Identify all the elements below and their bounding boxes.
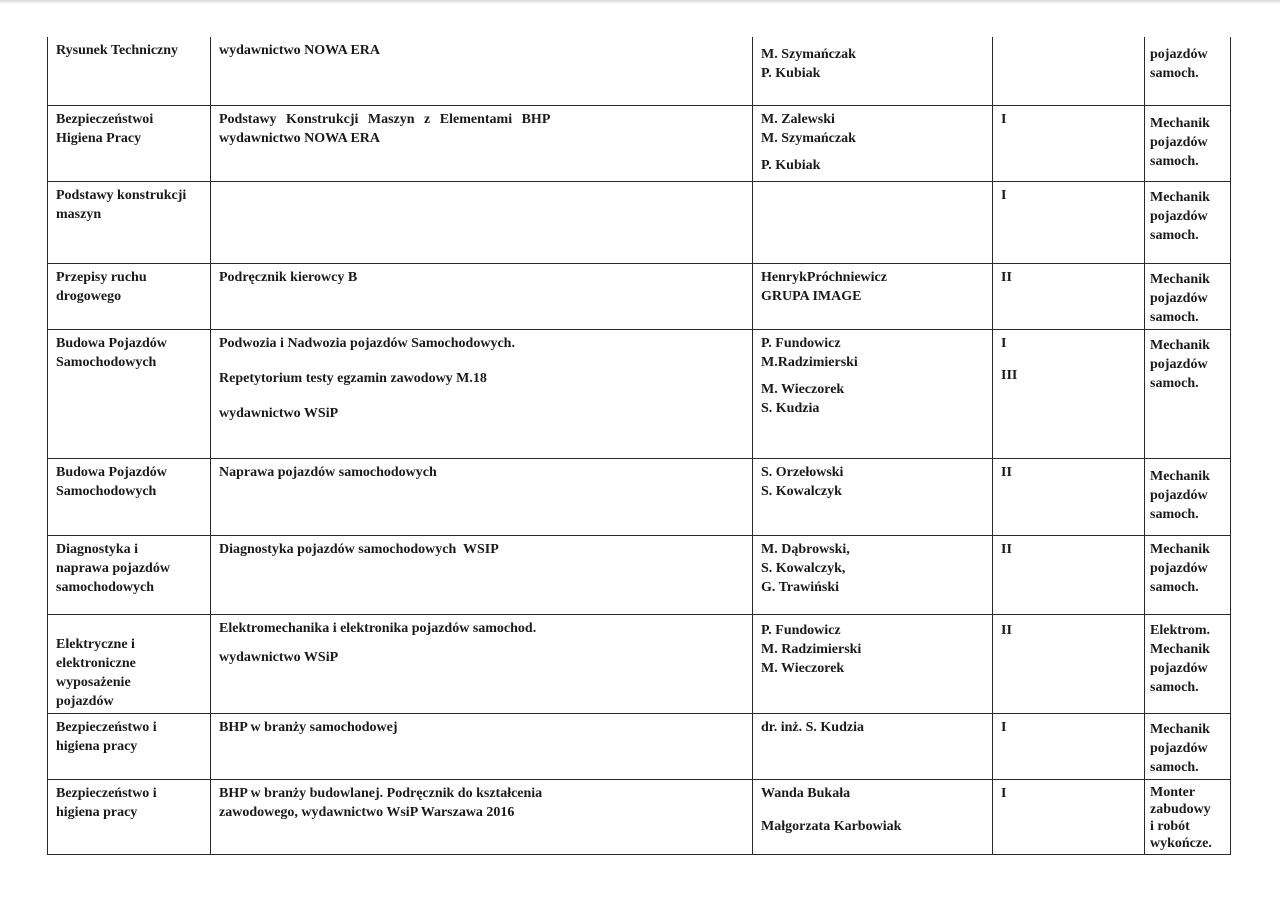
book-line: Podstawy Konstrukcji Maszyn z Elementami BHP xyxy=(219,111,551,127)
authors-cell xyxy=(753,329,993,458)
author-line: S. Kudzia xyxy=(761,400,820,416)
profession-line: samoch. xyxy=(1150,153,1199,169)
profession-line: pojazdów xyxy=(1150,134,1208,150)
book-line: wydawnictwo NOWA ERA xyxy=(219,130,381,146)
subject-line: higiena pracy xyxy=(56,738,138,754)
profession-cell xyxy=(1145,181,1231,263)
subject-line: drogowego xyxy=(56,288,122,304)
book-line: wydawnictwo WSiP xyxy=(219,405,339,421)
profession-line: Elektrom. xyxy=(1150,622,1211,638)
class-cell xyxy=(993,458,1145,535)
book-line: zawodowego, wydawnictwo WsiP Warszawa 2016 xyxy=(219,804,515,820)
subject-cell xyxy=(48,37,211,105)
profession-line: samoch. xyxy=(1150,66,1199,81)
profession-cell xyxy=(1145,535,1231,614)
author-line: GRUPA IMAGE xyxy=(761,288,862,304)
author-line: P. Kubiak xyxy=(761,157,821,173)
textbook-list-table xyxy=(47,37,1231,855)
class-line: I xyxy=(1001,187,1007,203)
subject-line: Bezpieczeństwo i xyxy=(56,719,157,735)
subject-cell xyxy=(48,105,211,181)
class-line: II xyxy=(1001,464,1012,480)
author-line: M. Wieczorek xyxy=(761,381,845,397)
subject-line: Bezpieczeństwo i xyxy=(56,785,157,801)
table-row xyxy=(48,329,1231,458)
book-line: wydawnictwo NOWA ERA xyxy=(219,43,381,58)
table-row xyxy=(48,105,1231,181)
class-line: I xyxy=(1001,335,1007,351)
book-cell xyxy=(211,329,753,458)
page-top-edge xyxy=(0,0,1280,4)
class-line: II xyxy=(1001,541,1012,557)
profession-line: pojazdów xyxy=(1150,290,1208,306)
profession-line: pojazdów xyxy=(1150,560,1208,576)
class-line: I xyxy=(1001,719,1007,735)
subject-line: maszyn xyxy=(56,206,102,222)
book-line: Naprawa pojazdów samochodowych xyxy=(219,464,437,480)
authors-cell xyxy=(753,779,993,854)
book-line: BHP w branży samochodowej xyxy=(219,719,398,735)
class-cell xyxy=(993,105,1145,181)
class-cell xyxy=(993,614,1145,713)
subject-line: naprawa pojazdów xyxy=(56,560,170,576)
author-line: Małgorzata Karbowiak xyxy=(761,818,902,834)
subject-line: higiena pracy xyxy=(56,804,138,820)
author-line: P. Fundowicz xyxy=(761,622,841,638)
subject-line: samochodowych xyxy=(56,579,155,595)
author-line: M. Zalewski xyxy=(761,111,835,127)
author-line: M. Wieczorek xyxy=(761,660,845,676)
profession-line: samoch. xyxy=(1150,227,1199,243)
profession-cell xyxy=(1145,105,1231,181)
profession-line: Mechanik xyxy=(1150,189,1210,205)
profession-line: samoch. xyxy=(1150,759,1199,775)
table-row xyxy=(48,37,1231,105)
profession-line: zabudowy xyxy=(1150,801,1211,817)
table-row xyxy=(48,713,1231,779)
class-line: II xyxy=(1001,269,1012,285)
book-cell xyxy=(211,181,753,263)
profession-line: pojazdów xyxy=(1150,660,1208,676)
profession-cell xyxy=(1145,37,1231,105)
class-line: I xyxy=(1001,111,1007,127)
profession-line: samoch. xyxy=(1150,679,1199,695)
book-cell xyxy=(211,614,753,713)
author-line: M. Radzimierski xyxy=(761,641,862,657)
subject-cell xyxy=(48,779,211,854)
subject-line: Diagnostyka i xyxy=(56,541,139,557)
table-row xyxy=(48,614,1231,713)
author-line: Wanda Bukała xyxy=(761,785,851,801)
subject-line: wyposażenie xyxy=(56,674,131,690)
book-line: Podwozia i Nadwozia pojazdów Samochodowych. xyxy=(219,335,515,351)
class-line: I xyxy=(1001,785,1007,801)
subject-cell xyxy=(48,329,211,458)
subject-line: elektroniczne xyxy=(56,655,136,671)
book-line: Diagnostyka pojazdów samochodowych WSIP xyxy=(219,541,499,557)
table-row xyxy=(48,458,1231,535)
class-cell xyxy=(993,535,1145,614)
subject-line: Budowa Pojazdów xyxy=(56,335,167,351)
author-line: P. Fundowicz xyxy=(761,335,841,351)
class-cell xyxy=(993,37,1145,105)
book-line: Podręcznik kierowcy B xyxy=(219,269,358,285)
subject-line: Podstawy konstrukcji xyxy=(56,187,187,203)
book-line: BHP w branży budowlanej. Podręcznik do kształcenia xyxy=(219,785,543,801)
subject-line: Elektryczne i xyxy=(56,636,135,652)
profession-line: pojazdów xyxy=(1150,208,1208,224)
table-row xyxy=(48,263,1231,329)
author-line: S. Orzełowski xyxy=(761,464,844,480)
profession-line: samoch. xyxy=(1150,579,1199,595)
profession-line: pojazdów xyxy=(1150,740,1208,756)
profession-line: Mechanik xyxy=(1150,337,1210,353)
profession-cell xyxy=(1145,263,1231,329)
book-cell xyxy=(211,535,753,614)
class-cell xyxy=(993,779,1145,854)
subject-line xyxy=(56,110,204,129)
author-line: M. Dąbrowski, xyxy=(761,541,850,557)
profession-line: samoch. xyxy=(1150,309,1199,325)
class-cell xyxy=(993,329,1145,458)
authors-cell xyxy=(753,614,993,713)
class-cell xyxy=(993,713,1145,779)
authors-cell xyxy=(753,181,993,263)
subject-line: Samochodowych xyxy=(56,354,157,370)
authors-cell xyxy=(753,105,993,181)
subject-cell xyxy=(48,181,211,263)
subject-line: Przepisy ruchu xyxy=(56,269,147,285)
book-cell xyxy=(211,713,753,779)
author-line-part: Henryk xyxy=(761,269,807,285)
subject-cell xyxy=(48,263,211,329)
profession-line: samoch. xyxy=(1150,506,1199,522)
class-cell xyxy=(993,263,1145,329)
subject-cell xyxy=(48,458,211,535)
profession-line: Mechanik xyxy=(1150,468,1210,484)
profession-line: pojazdów xyxy=(1150,487,1208,503)
profession-line: Mechanik xyxy=(1150,115,1210,131)
subject-line: Budowa Pojazdów xyxy=(56,464,167,480)
profession-line: Mechanik xyxy=(1150,721,1210,737)
profession-line: Monter xyxy=(1150,784,1196,800)
subject-cell xyxy=(48,614,211,713)
subject-cell xyxy=(48,535,211,614)
profession-cell xyxy=(1145,329,1231,458)
authors-cell xyxy=(753,535,993,614)
class-line: III xyxy=(1001,367,1018,383)
authors-cell xyxy=(753,713,993,779)
profession-line: Mechanik xyxy=(1150,271,1210,287)
book-line: Elektromechanika i elektronika pojazdów samochod. xyxy=(219,620,537,636)
book-cell xyxy=(211,458,753,535)
subject-line: Higiena Pracy xyxy=(56,130,142,146)
subject-line-part: i xyxy=(149,111,154,127)
author-line: G. Trawiński xyxy=(761,579,840,595)
profession-line: pojazdów xyxy=(1150,47,1208,62)
table-row xyxy=(48,779,1231,854)
subject-line-part: Bezpieczeństwo xyxy=(56,111,150,127)
book-line: wydawnictwo WSiP xyxy=(219,649,339,665)
book-line: Repetytorium testy egzamin zawodowy M.18 xyxy=(219,370,487,386)
book-cell xyxy=(211,105,753,181)
textbook-table xyxy=(47,37,1231,855)
author-line-part: Próchniewicz xyxy=(806,269,887,285)
author-line: dr. inż. S. Kudzia xyxy=(761,719,864,735)
class-cell xyxy=(993,181,1145,263)
profession-line: i robót xyxy=(1150,818,1190,834)
profession-cell xyxy=(1145,458,1231,535)
table-row xyxy=(48,535,1231,614)
table-row xyxy=(48,181,1231,263)
book-cell xyxy=(211,37,753,105)
author-line: M. Szymańczak xyxy=(761,47,856,62)
authors-cell xyxy=(753,458,993,535)
profession-line: samoch. xyxy=(1150,375,1199,391)
profession-line: pojazdów xyxy=(1150,356,1208,372)
subject-line: Rysunek Techniczny xyxy=(56,43,179,58)
subject-line: pojazdów xyxy=(56,693,114,709)
book-cell xyxy=(211,779,753,854)
author-line xyxy=(761,268,986,287)
subject-cell xyxy=(48,713,211,779)
authors-cell xyxy=(753,37,993,105)
author-line: P. Kubiak xyxy=(761,66,821,81)
author-line: S. Kowalczyk, xyxy=(761,560,846,576)
authors-cell xyxy=(753,263,993,329)
profession-line: Mechanik xyxy=(1150,641,1210,657)
profession-line: Mechanik xyxy=(1150,541,1210,557)
profession-line: wykończe. xyxy=(1150,835,1212,851)
author-line: M.Radzimierski xyxy=(761,354,858,370)
class-line: II xyxy=(1001,622,1012,638)
profession-cell xyxy=(1145,614,1231,713)
profession-cell xyxy=(1145,779,1231,854)
book-cell xyxy=(211,263,753,329)
subject-line: Samochodowych xyxy=(56,483,157,499)
author-line: S. Kowalczyk xyxy=(761,483,842,499)
profession-cell xyxy=(1145,713,1231,779)
author-line: M. Szymańczak xyxy=(761,130,856,146)
